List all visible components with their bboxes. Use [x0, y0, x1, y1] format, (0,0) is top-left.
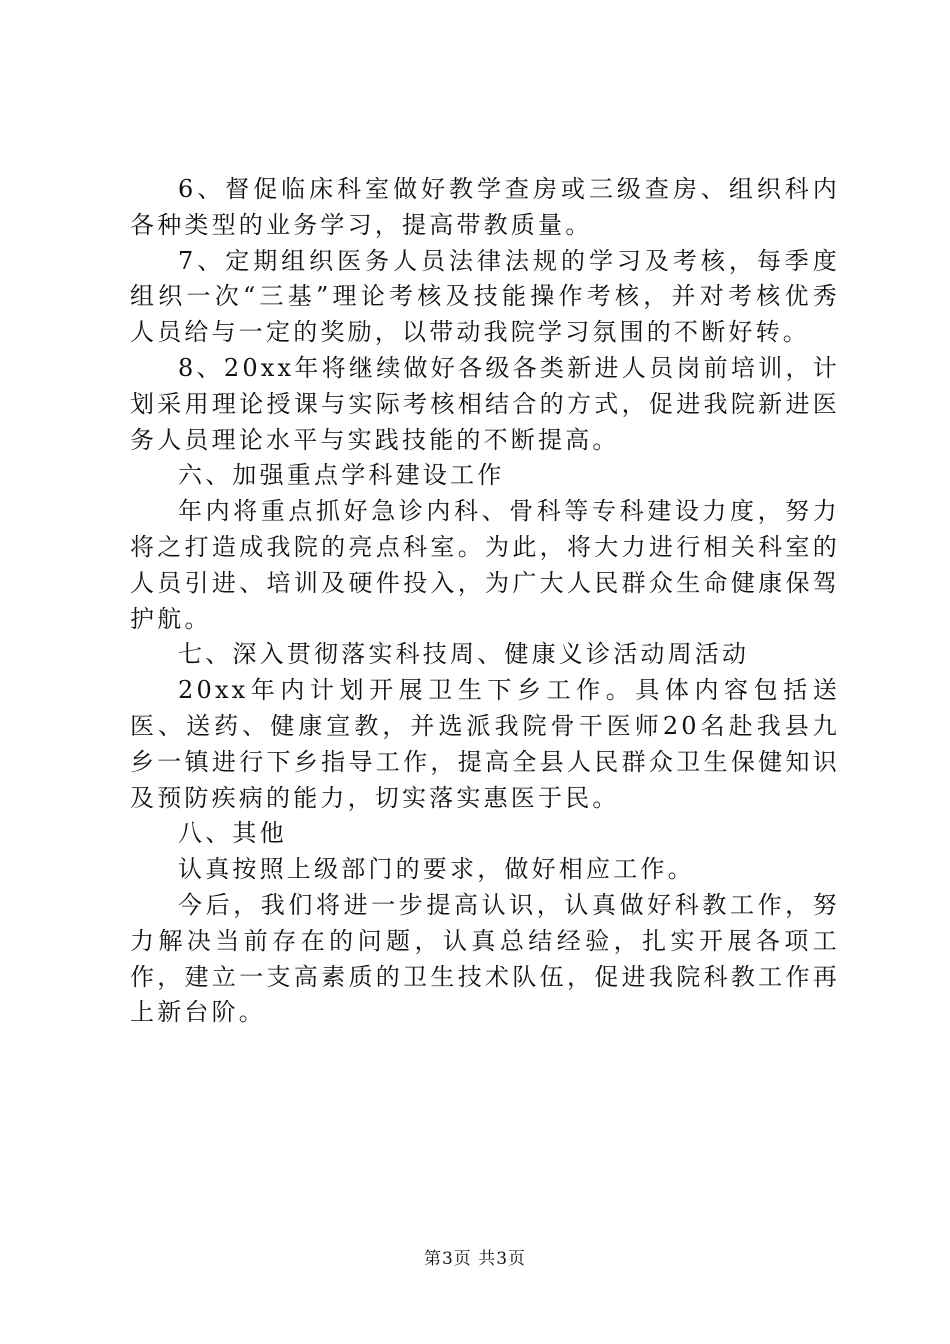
section-heading-6: 六、加强重点学科建设工作: [178, 461, 505, 490]
paragraph-section-8-body: 认真按照上级部门的要求，做好相应工作。: [178, 855, 695, 884]
paragraph-item-6: 6、督促临床科室做好教学查房或三级查房、组织科内各种类型的业务学习，提高带教质量。: [130, 175, 840, 239]
paragraph-item-8: 8、20xx年将继续做好各级各类新进人员岗前培训，计划采用理论授课与实际考核相结合的方式，促进我院新进医务人员理论水平与实践技能的不断提高。: [130, 353, 840, 454]
paragraph-section-6-body: 年内将重点抓好急诊内科、骨科等专科建设力度，努力将之打造成我院的亮点科室。为此，将大力进行相关科室的人员引进、培训及硬件投入，为广大人民群众生命健康保驾护航。: [130, 497, 840, 633]
section-heading-8: 八、其他: [178, 819, 287, 848]
section-heading-7: 七、深入贯彻落实科技周、健康义诊活动周活动: [178, 640, 750, 669]
page-number-label: 第3页 共3页: [423, 1249, 527, 1269]
paragraph-section-7-body: 20xx年内计划开展卫生下乡工作。具体内容包括送医、送药、健康宣教，并选派我院骨干医师20名赴我县九乡一镇进行下乡指导工作，提高全县人民群众卫生保健知识及预防疾病的能力，切实落实惠医于民。: [130, 676, 840, 812]
page-footer: [0, 1244, 950, 1269]
paragraph-conclusion: 今后，我们将进一步提高认识，认真做好科教工作，努力解决当前存在的问题，认真总结经验，扎实开展各项工作，建立一支高素质的卫生技术队伍，促进我院科教工作再上新台阶。: [130, 890, 840, 1027]
paragraph-item-7: 7、定期组织医务人员法律法规的学习及考核，每季度组织一次“三基”理论考核及技能操作考核，并对考核优秀人员给与一定的奖励，以带动我院学习氛围的不断好转。: [130, 246, 840, 347]
document-body: [130, 172, 840, 1031]
